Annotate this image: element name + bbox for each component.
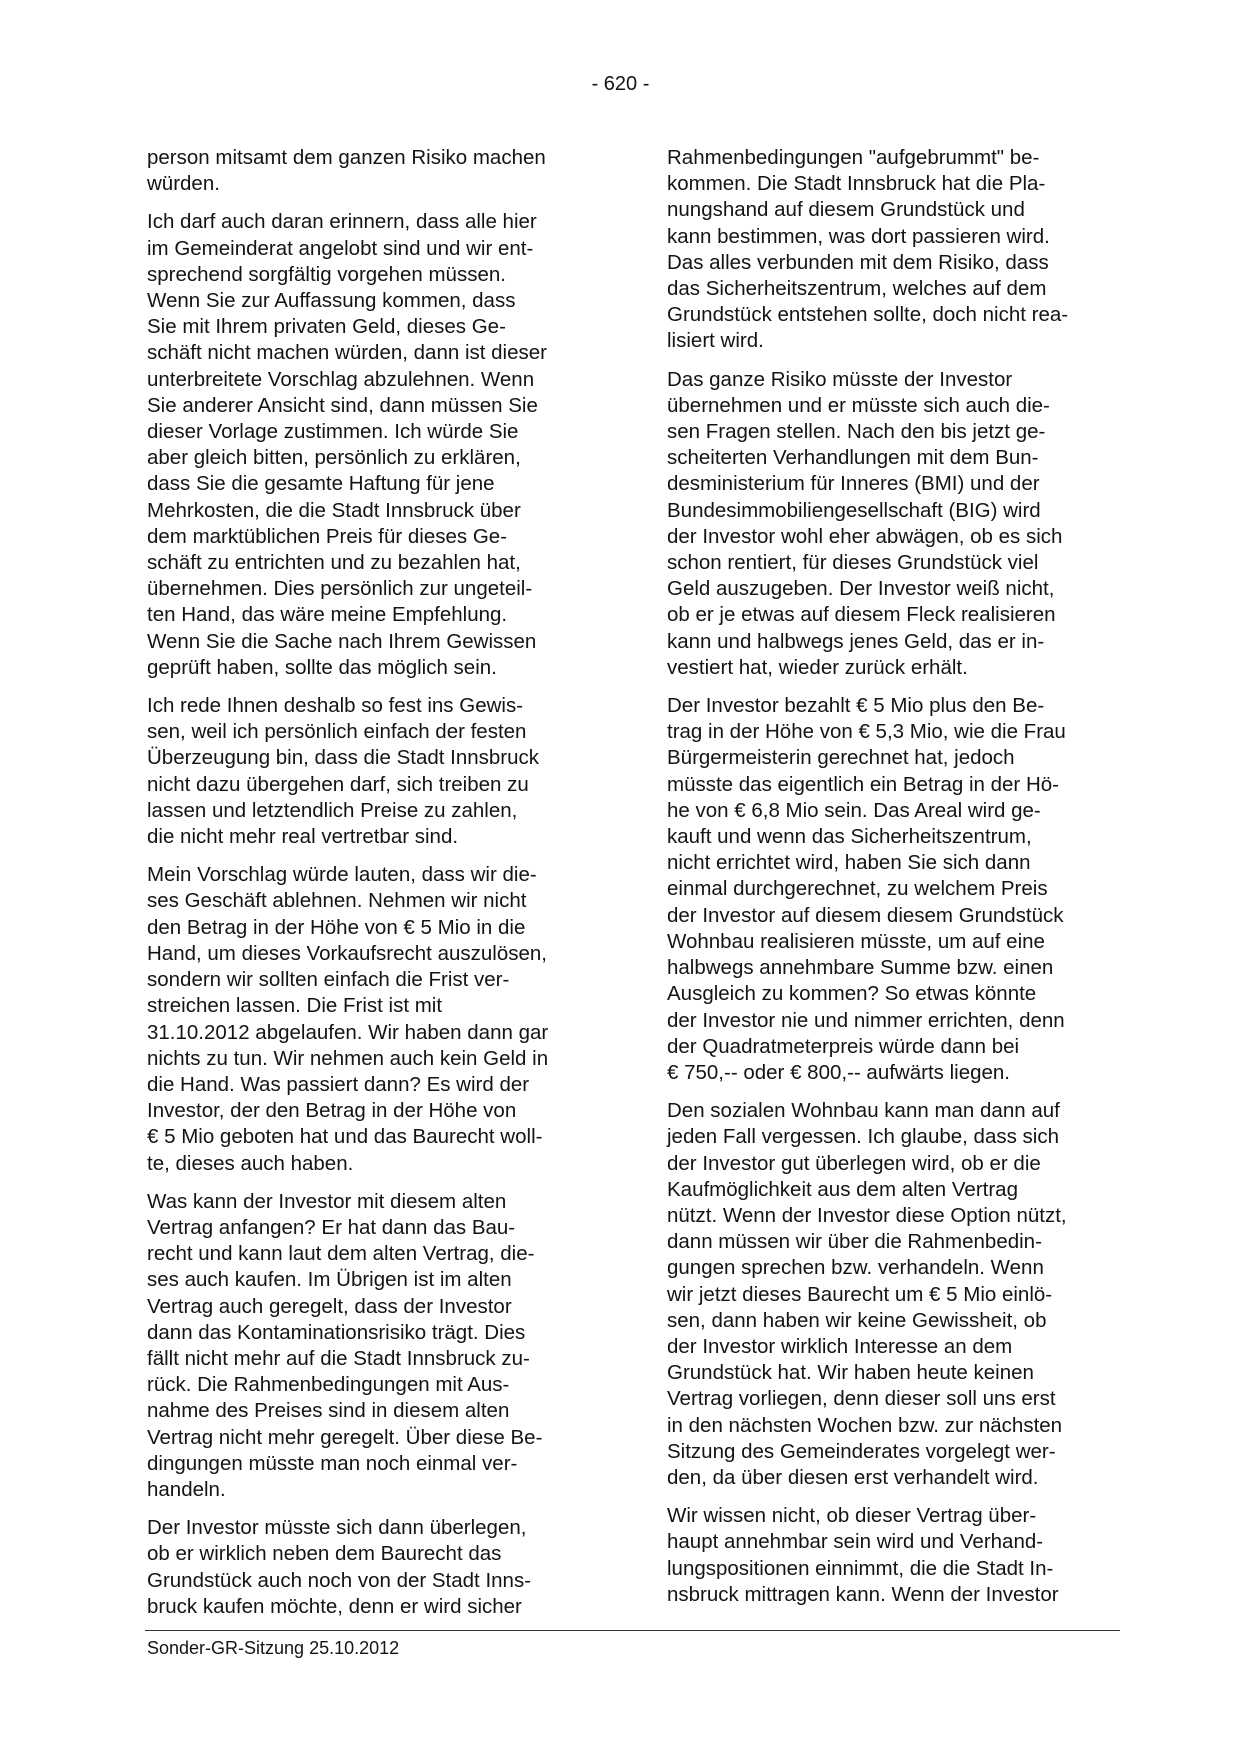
paragraph: Was kann der Investor mit diesem alten Vertrag anfangen? Er hat dann das Bau- recht und kann laut dem alten Vertrag, die- ses auch kaufen. Im Übrigen ist im alten Vertrag auch geregelt, dass der Investor dann das Kontaminationsrisiko trägt. Dies fällt nicht mehr auf die Stadt Innsbruck zu- rück. Die Rahmenbedingungen mit Aus- nahme des Preises sind in diesem alten Vertrag nicht mehr geregelt. Über diese Be- dingungen müsste man noch einmal ver- handeln.	[147, 1189, 543, 1501]
paragraph: Mein Vorschlag würde lauten, dass wir die- ses Geschäft ablehnen. Nehmen wir nicht den Betrag in der Höhe von € 5 Mio in die Hand, um dieses Vorkaufsrecht auszulösen, sondern wir sollten einfach die Frist ver- streichen lassen. Die Frist ist mit 31.10.2012 abgelaufen. Wir haben dann gar nichts zu tun. Wir nehmen auch kein Geld in die Hand. Was passiert dann? Es wird der Investor, der den Betrag in der Höhe von € 5 Mio geboten hat und das Baurecht woll- te, dieses auch haben.	[147, 863, 549, 1175]
paragraph: Rahmenbedingungen "aufgebrummt" be- kommen. Die Stadt Innsbruck hat die Pla- nungshand auf diesem Grundstück und kann bestimmen, was dort passieren wird. Das alles verbunden mit dem Risiko, dass das Sicherheitszentrum, welches auf dem Grundstück entstehen sollte, doch nicht rea- lisiert wird.	[667, 146, 1069, 353]
paragraph: Wir wissen nicht, ob dieser Vertrag über- haupt annehmbar sein wird und Verhand- lungspositionen einnimmt, die die Stadt In- nsbruck mittragen kann. Wenn der Investor	[667, 1504, 1059, 1606]
paragraph: Den sozialen Wohnbau kann man dann auf jeden Fall vergessen. Ich glaube, dass sich der Investor gut überlegen wird, ob er die Kaufmöglichkeit aus dem alten Vertrag nützt. Wenn der Investor diese Option nützt, dann müssen wir über die Rahmenbedin- gungen sprechen bzw. verhandeln. Wenn wir jetzt dieses Baurecht um € 5 Mio einlö- sen, dann haben wir keine Gewissheit, ob der Investor wirklich Interesse an dem Grundstück hat. Wir haben heute keinen Vertrag vorliegen, denn dieser soll uns erst in den nächsten Wochen bzw. zur nächsten Sitzung des Gemeinderates vorgelegt wer- den, da über diesen erst verhandelt wird.	[667, 1099, 1067, 1489]
page-number: - 620 -	[591, 73, 650, 95]
footer-divider	[145, 1630, 1120, 1631]
paragraph: person mitsamt dem ganzen Risiko machen würden.	[147, 146, 546, 196]
paragraph: Der Investor müsste sich dann überlegen, ob er wirklich neben dem Baurecht das Grundstück auch noch von der Stadt Inns- bruck kaufen möchte, denn er wird sicher	[147, 1516, 532, 1618]
paragraph: Ich rede Ihnen deshalb so fest ins Gewis- sen, weil ich persönlich einfach der festen Überzeugung bin, dass die Stadt Innsbruck nicht dazu übergehen darf, sich treiben zu lassen und letztendlich Preise zu zahlen, die nicht mehr real vertretbar sind.	[147, 694, 540, 849]
paragraph: Das ganze Risiko müsste der Investor übernehmen und er müsste sich auch die- sen Fragen stellen. Nach den bis jetzt ge- scheiterten Verhandlungen mit dem Bun- desministerium für Inneres (BMI) und der Bundesimmobiliengesellschaft (BIG) wird der Investor wohl eher abwägen, ob es sich schon rentiert, für dieses Grundstück viel Geld auszugeben. Der Investor weiß nicht, ob er je etwas auf diesem Fleck realisieren kann und halbwegs jenes Geld, das er in- vestiert hat, wieder zurück erhält.	[667, 367, 1063, 679]
footer-text: Sonder-GR-Sitzung 25.10.2012	[147, 1638, 400, 1658]
right-column	[667, 145, 1122, 1620]
paragraph: Der Investor bezahlt € 5 Mio plus den Be- trag in der Höhe von € 5,3 Mio, wie die Frau Bürgermeisterin gerechnet hat, jedoch müsste das eigentlich ein Betrag in der Hö- he von € 6,8 Mio sein. Das Areal wird ge- kauft und wenn das Sicherheitszentrum, nicht errichtet wird, haben Sie sich dann einmal durchgerechnet, zu welchem Preis der Investor auf diesem diesem Grundstück Wohnbau realisieren müsste, um auf eine halbwegs annehmbare Summe bzw. einen Ausgleich zu kommen? So etwas könnte der Investor nie und nimmer errichten, denn der Quadratmeterpreis würde dann bei € 750,-- oder € 800,-- aufwärts liegen.	[667, 694, 1066, 1084]
left-column	[147, 145, 602, 1632]
paragraph: Ich darf auch daran erinnern, dass alle hier im Gemeinderat angelobt sind und wir ent- sprechend sorgfältig vorgehen müssen. Wenn Sie zur Auffassung kommen, dass Sie mit Ihrem privaten Geld, dieses Ge- schäft nicht machen würden, dann ist dieser unterbreitete Vorschlag abzulehnen. Wenn Sie anderer Ansicht sind, dann müssen Sie dieser Vorlage zustimmen. Ich würde Sie aber gleich bitten, persönlich zu erklären, dass Sie die gesamte Haftung für jene Mehrkosten, die die Stadt Innsbruck über dem marktüblichen Preis für dieses Ge- schäft zu entrichten und zu bezahlen hat, übernehmen. Dies persönlich zur ungeteil- ten Hand, das wäre meine Empfehlung. Wenn Sie die Sache nach Ihrem Gewissen geprüft haben, sollte das möglich sein.	[147, 210, 547, 679]
